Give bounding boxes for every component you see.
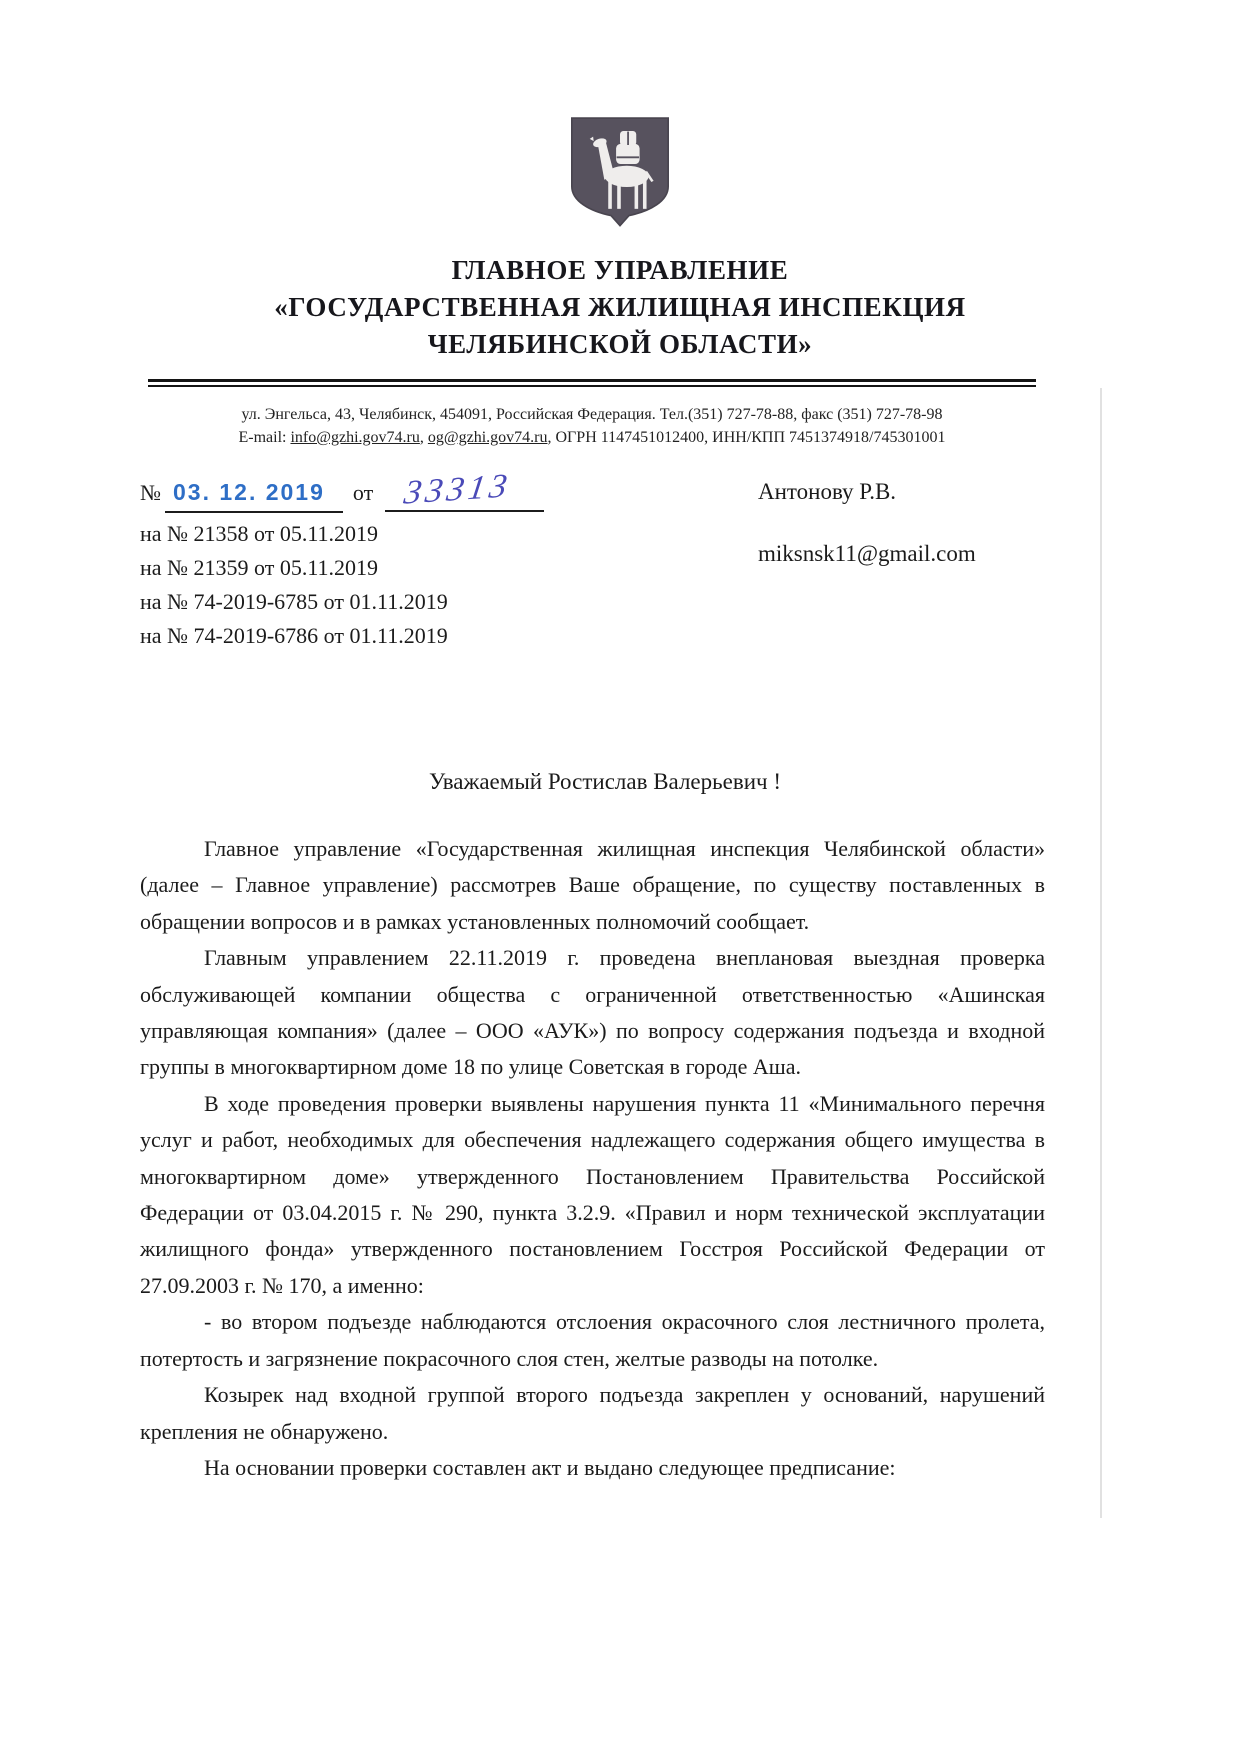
outgoing-number-line <box>140 467 758 513</box>
header-divider <box>148 379 1036 387</box>
addressee-email: miksnsk11@gmail.com <box>758 541 976 566</box>
addressee-name: Антонову Р.В. <box>758 479 897 504</box>
email-ogrn-line <box>0 426 1184 449</box>
body-paragraph: - во втором подъезде наблюдаются отслоения окрасочного слоя лестничного пролета, потертость и загрязнение покрасочного слоя стен, желтые разводы на потолке. <box>140 1309 1045 1371</box>
address-phone-line: ул. Энгельса, 43, Челябинск, 454091, Российская Федерация. Тел.(351) 727-78-88, факс (351) 727-78-98 <box>241 406 943 423</box>
email-separator: , <box>419 429 428 446</box>
email-link-1: info@gzhi.gov74.ru <box>290 429 420 446</box>
ot-label: от <box>352 480 374 505</box>
ogrn-inn-text: , ОГРН 1147451012400, ИНН/КПП 7451374918/745301001 <box>547 429 946 446</box>
letter-body <box>140 831 1045 1486</box>
organization-title <box>0 252 1240 363</box>
reference-block <box>140 467 758 653</box>
camel-shield-icon <box>564 112 676 234</box>
outgoing-number-field <box>385 467 544 512</box>
org-title-line1: ГЛАВНОЕ УПРАВЛЕНИЕ <box>451 255 789 285</box>
in-reply-to-line: на № 74-2019-6785 от 01.11.2019 <box>140 589 448 614</box>
email-label: E-mail: <box>238 429 291 446</box>
salutation-line: Уважаемый Ростислав Валерьевич ! <box>429 769 781 794</box>
in-reply-to-line: на № 21359 от 05.11.2019 <box>140 555 379 580</box>
body-paragraph: В ходе проведения проверки выявлены нарушения пункта 11 «Минимального перечня услуг и работ, необходимых для обеспечения надлежащего содержания общего имущества в многоквартирном доме» утвержденного Постановлением Правительства Российской Федерации от 03.04.2015 г. № 290, пункта 3.2.9. «Правил и норм технической эксплуатации жилищного фонда» утвержденного постановлением Госстроя Российской Федерации от 27.09.2003 г. № 170, а именно: <box>140 1090 1045 1298</box>
letterhead-contact-block <box>0 403 1240 449</box>
body-paragraph: Главное управление «Государственная жилищная инспекция Челябинской области» (далее – Главное управление) рассмотрев Ваше обращение, по существу поставленных в обращении вопросов и в рамках установленных полномочий сообщает. <box>140 836 1045 934</box>
number-sign: № <box>140 480 161 505</box>
body-paragraph: Козырек над входной группой второго подъезда закреплен у оснований, нарушений крепления не обнаружено. <box>140 1382 1045 1444</box>
body-paragraph: Главным управлением 22.11.2019 г. проведена внеплановая выездная проверка обслуживающей компании общества с ограниченной ответственностью «Ашинская управляющая компания» (далее – ООО «АУК») по вопросу содержания подъезда и входной группы в многоквартирном доме 18 по улице Советская в городе Аша. <box>140 945 1045 1080</box>
in-reply-to-list <box>140 517 758 653</box>
scan-artifact-line <box>1100 388 1102 1518</box>
body-paragraph: На основании проверки составлен акт и выдано следующее предписание: <box>204 1454 896 1480</box>
date-stamp: 03. 12. 2019 <box>173 479 325 505</box>
addressee-block <box>758 475 1060 653</box>
reference-and-addressee-row <box>140 467 1100 653</box>
org-title-line2: «ГОСУДАРСТВЕННАЯ ЖИЛИЩНАЯ ИНСПЕКЦИЯ <box>274 292 966 322</box>
org-title-line3: ЧЕЛЯБИНСКОЙ ОБЛАСТИ» <box>427 329 813 359</box>
in-reply-to-line: на № 21358 от 05.11.2019 <box>140 521 379 546</box>
coat-of-arms-camel-icon <box>564 112 676 234</box>
email-link-2: og@gzhi.gov74.ru <box>427 429 548 446</box>
handwritten-number: 33313 <box>402 467 514 512</box>
in-reply-to-line: на № 74-2019-6786 от 01.11.2019 <box>140 623 448 648</box>
date-stamp-field <box>165 475 343 513</box>
